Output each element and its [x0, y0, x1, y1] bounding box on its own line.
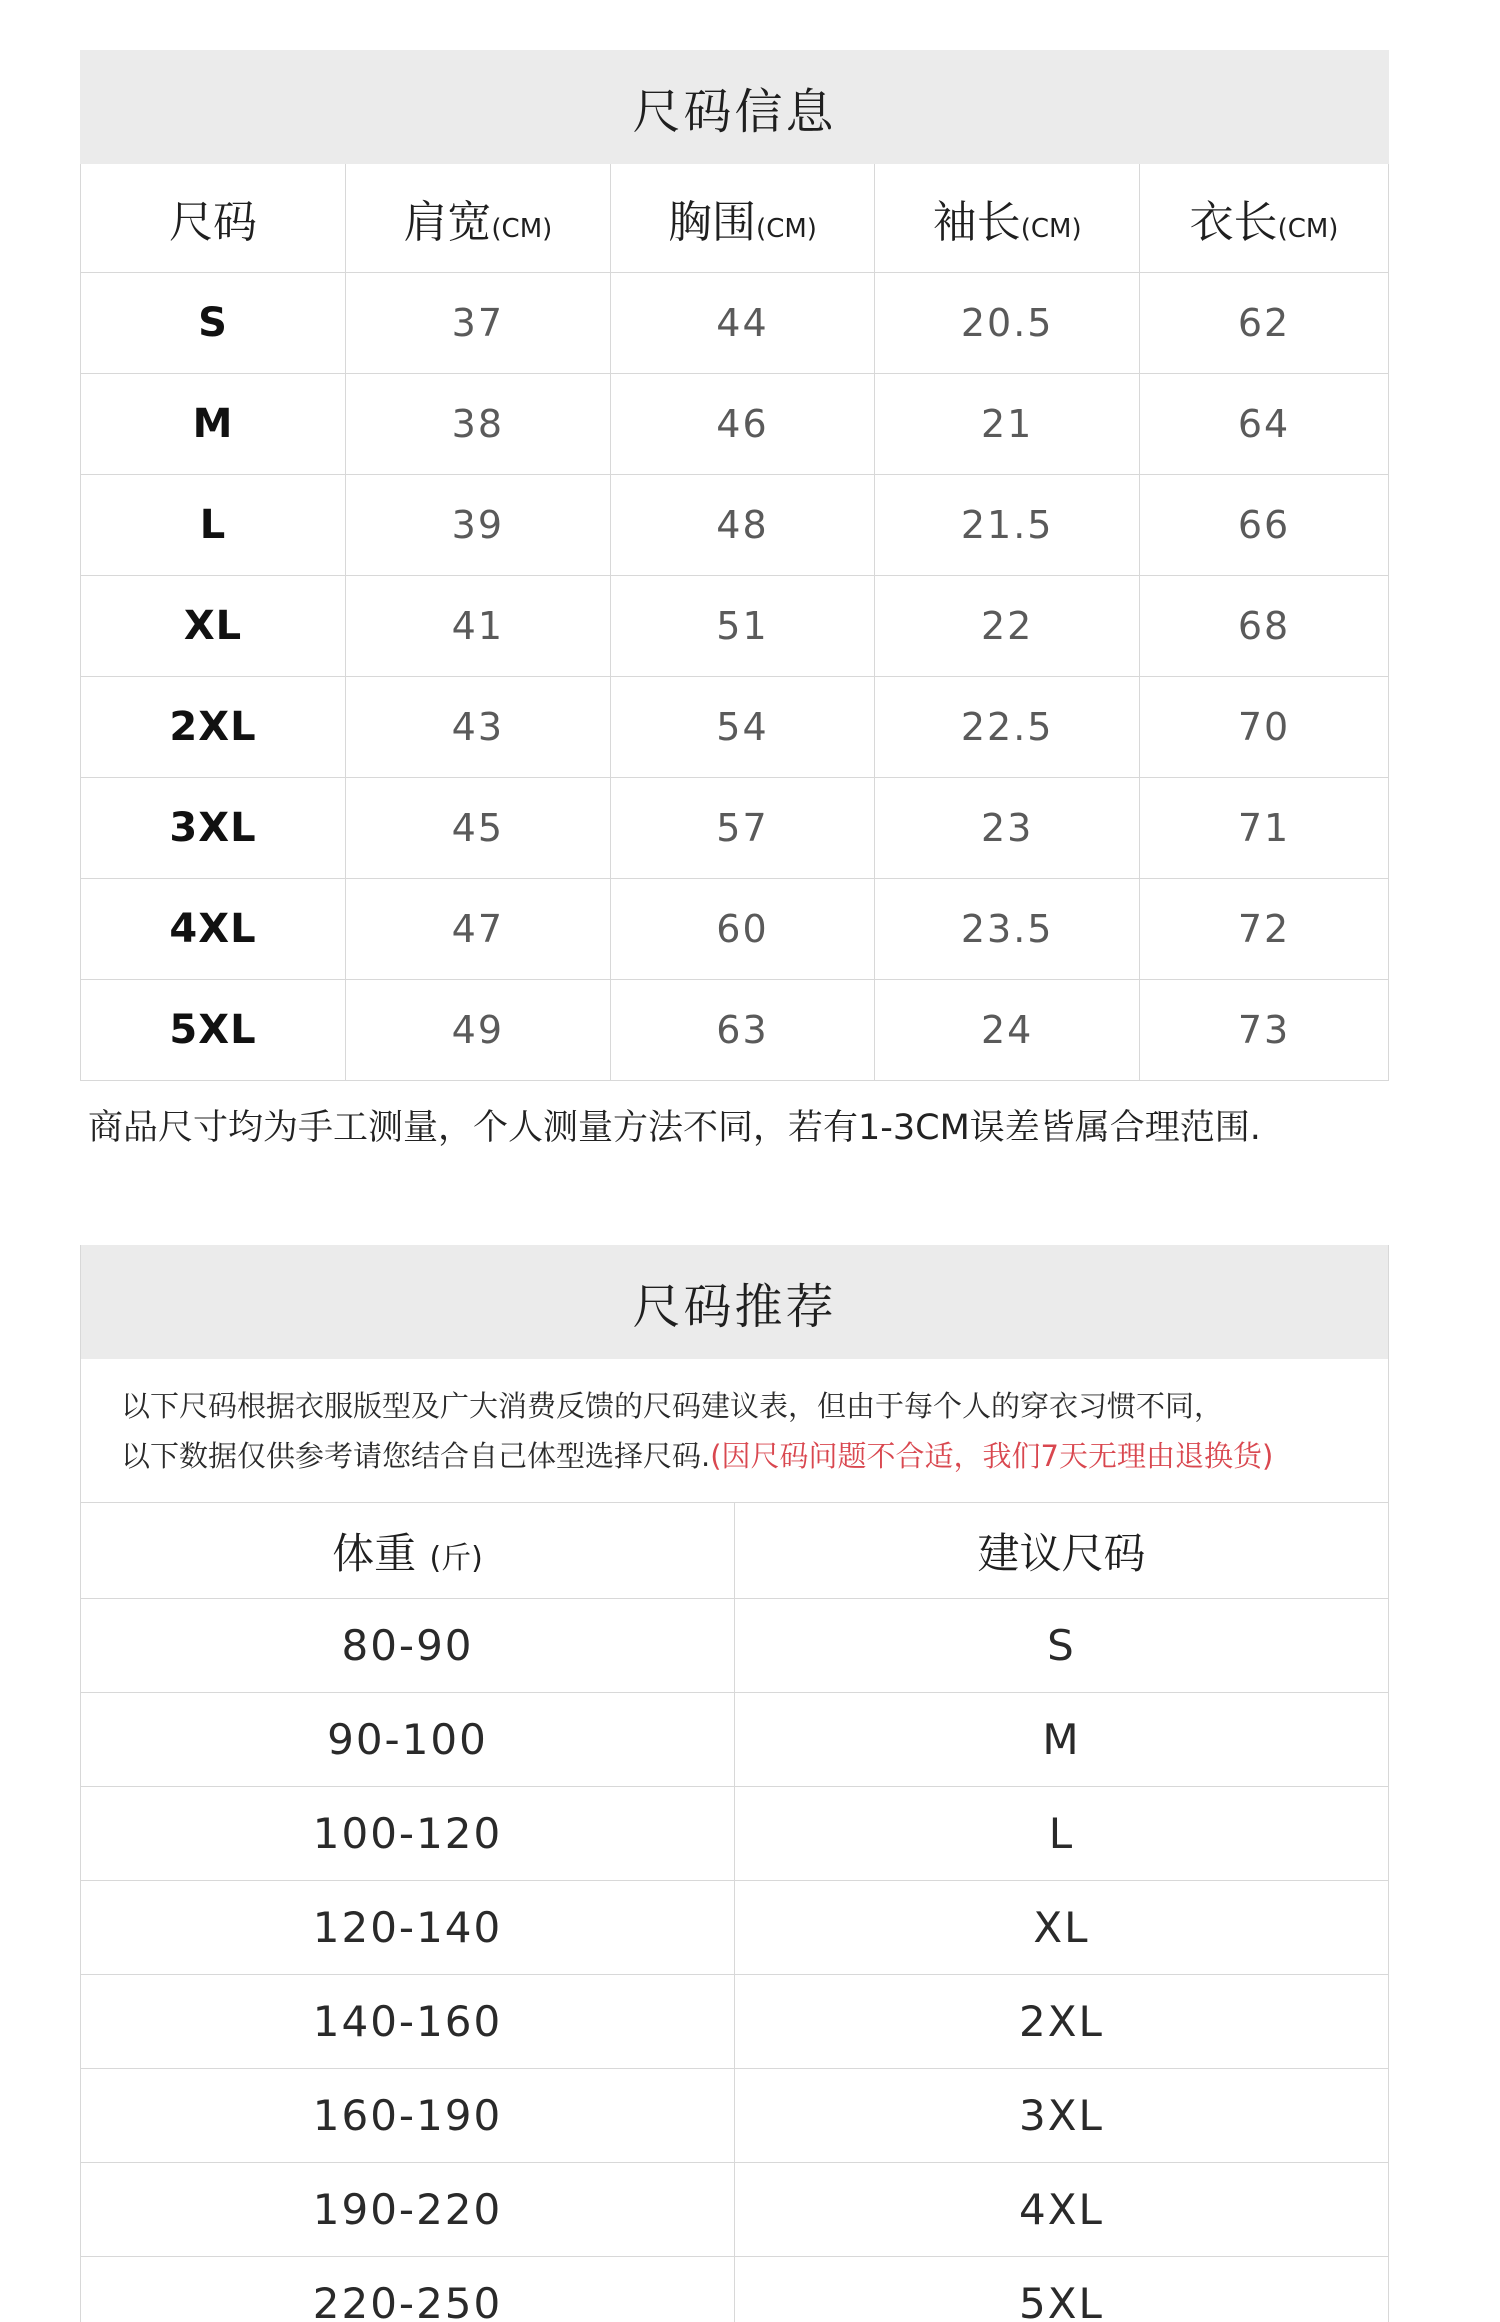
cell-chest: 48	[610, 475, 875, 576]
table-row	[81, 2069, 1388, 2163]
cell-suggested-size: 3XL	[735, 2069, 1389, 2163]
cell-weight: 220-250	[81, 2257, 735, 2322]
cell-chest: 51	[610, 576, 875, 677]
cell-sleeve: 23	[875, 778, 1140, 879]
cell-chest: 60	[610, 879, 875, 980]
cell-length: 68	[1140, 576, 1389, 677]
cell-shoulder: 38	[346, 374, 611, 475]
table-row	[81, 1975, 1388, 2069]
header-shoulder: 肩宽(CM)	[346, 164, 611, 273]
cell-weight: 80-90	[81, 1599, 735, 1693]
cell-size: XL	[81, 576, 346, 677]
measurement-note: 商品尺寸均为手工测量，个人测量方法不同，若有1-3CM误差皆属合理范围.	[88, 1108, 1261, 1148]
cell-weight: 120-140	[81, 1881, 735, 1975]
cell-sleeve: 22.5	[875, 677, 1140, 778]
size-info-panel	[80, 50, 1389, 1081]
cell-weight: 90-100	[81, 1693, 735, 1787]
cell-shoulder: 43	[346, 677, 611, 778]
cell-suggested-size: L	[735, 1787, 1389, 1881]
header-chest: 胸围(CM)	[610, 164, 875, 273]
header-length: 衣长(CM)	[1140, 164, 1389, 273]
cell-size: L	[81, 475, 346, 576]
table-row	[81, 1881, 1388, 1975]
table-row	[81, 273, 1389, 374]
recommendation-description	[81, 1359, 1388, 1503]
cell-length: 72	[1140, 879, 1389, 980]
table-row	[81, 576, 1389, 677]
cell-size: 3XL	[81, 778, 346, 879]
cell-sleeve: 20.5	[875, 273, 1140, 374]
cell-weight: 190-220	[81, 2163, 735, 2257]
table-row	[81, 879, 1389, 980]
cell-suggested-size: 2XL	[735, 1975, 1389, 2069]
cell-suggested-size: 5XL	[735, 2257, 1389, 2322]
table-row	[81, 1693, 1388, 1787]
cell-length: 73	[1140, 980, 1389, 1081]
cell-length: 62	[1140, 273, 1389, 374]
table-row	[81, 677, 1389, 778]
recommendation-header-row	[81, 1503, 1388, 1599]
cell-chest: 54	[610, 677, 875, 778]
cell-sleeve: 24	[875, 980, 1140, 1081]
cell-weight: 100-120	[81, 1787, 735, 1881]
cell-chest: 46	[610, 374, 875, 475]
cell-chest: 44	[610, 273, 875, 374]
cell-size: 2XL	[81, 677, 346, 778]
cell-size: 4XL	[81, 879, 346, 980]
cell-size: M	[81, 374, 346, 475]
cell-shoulder: 47	[346, 879, 611, 980]
cell-weight: 140-160	[81, 1975, 735, 2069]
table-row	[81, 374, 1389, 475]
description-line-1: 以下尺码根据衣服版型及广大消费反馈的尺码建议表，但由于每个人的穿衣习惯不同，	[121, 1389, 1224, 1423]
cell-size: 5XL	[81, 980, 346, 1081]
table-row	[81, 2163, 1388, 2257]
header-suggested-size: 建议尺码	[735, 1503, 1389, 1599]
cell-suggested-size: S	[735, 1599, 1389, 1693]
size-recommendation-panel	[80, 1245, 1389, 2322]
size-info-header-row	[81, 164, 1389, 273]
cell-size: S	[81, 273, 346, 374]
cell-sleeve: 22	[875, 576, 1140, 677]
cell-sleeve: 21	[875, 374, 1140, 475]
header-size: 尺码	[81, 164, 346, 273]
table-row	[81, 980, 1389, 1081]
return-policy-highlight: (因尺码问题不合适，我们7天无理由退换货)	[710, 1439, 1274, 1473]
table-row	[81, 2257, 1388, 2322]
description-line-2: 以下数据仅供参考请您结合自己体型选择尺码.(因尺码问题不合适，我们7天无理由退换货)	[121, 1439, 1274, 1473]
cell-sleeve: 23.5	[875, 879, 1140, 980]
cell-length: 66	[1140, 475, 1389, 576]
table-row	[81, 1599, 1388, 1693]
size-info-table	[80, 164, 1389, 1081]
cell-shoulder: 45	[346, 778, 611, 879]
cell-shoulder: 41	[346, 576, 611, 677]
size-info-title: 尺码信息	[80, 50, 1389, 164]
cell-shoulder: 49	[346, 980, 611, 1081]
size-recommendation-title: 尺码推荐	[80, 1245, 1389, 1359]
cell-length: 64	[1140, 374, 1389, 475]
cell-suggested-size: 4XL	[735, 2163, 1389, 2257]
size-recommendation-table	[81, 1503, 1388, 2322]
cell-sleeve: 21.5	[875, 475, 1140, 576]
cell-length: 70	[1140, 677, 1389, 778]
header-weight: 体重 (斤)	[81, 1503, 735, 1599]
table-row	[81, 778, 1389, 879]
cell-suggested-size: M	[735, 1693, 1389, 1787]
cell-shoulder: 37	[346, 273, 611, 374]
cell-length: 71	[1140, 778, 1389, 879]
cell-chest: 57	[610, 778, 875, 879]
cell-shoulder: 39	[346, 475, 611, 576]
header-sleeve: 袖长(CM)	[875, 164, 1140, 273]
table-row	[81, 475, 1389, 576]
cell-chest: 63	[610, 980, 875, 1081]
cell-suggested-size: XL	[735, 1881, 1389, 1975]
table-row	[81, 1787, 1388, 1881]
cell-weight: 160-190	[81, 2069, 735, 2163]
